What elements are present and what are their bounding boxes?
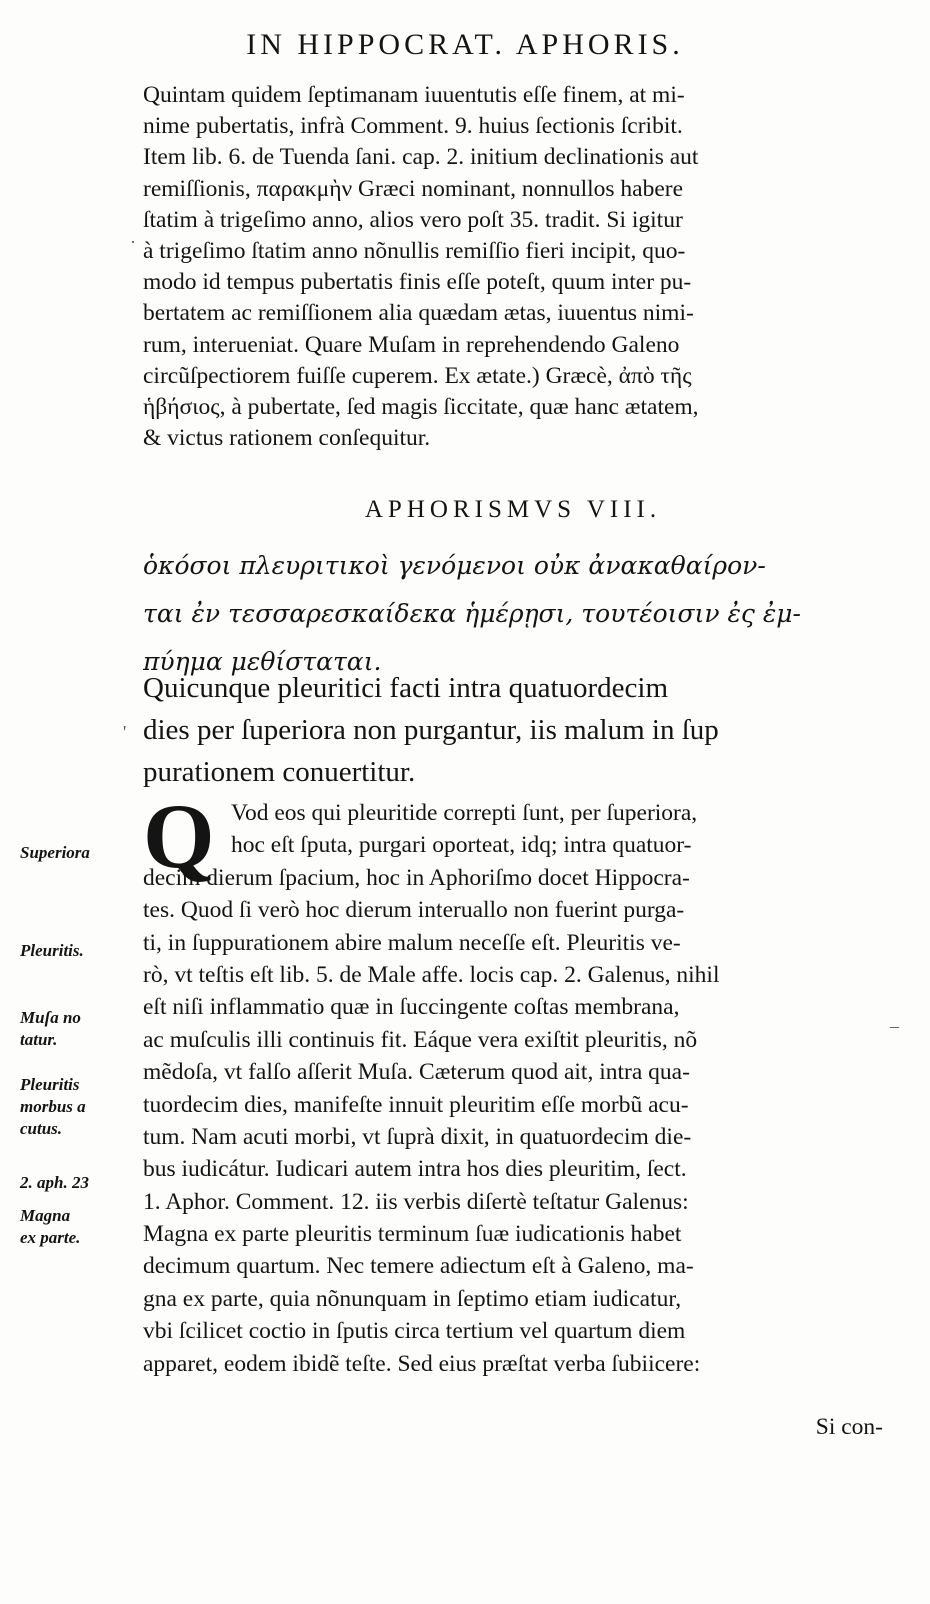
margin-note-musa: Muſa no tatur. (20, 1008, 81, 1049)
paragraph-1-line: à trigeſimo ſtatim anno nõnullis remiſſio fieri incipit, quo- (143, 237, 686, 264)
aphorism-line: purationem conuertitur. (143, 756, 416, 788)
commentary-line: mẽdoſa, vt falſo aſſerit Muſa. Cæterum quod ait, intra qua- (143, 1059, 690, 1086)
margin-note-magna: Magna ex parte. (20, 1206, 81, 1247)
greek-line: ται ἐν τεσσαρεσκαίδεκα ἡμέρῃσι, τουτέοισιν ἐς ἐμ- (143, 599, 801, 628)
catchword-line (143, 1412, 883, 1443)
paragraph-1-line: rum, interueniat. Quare Muſam in reprehendendo Galeno (143, 331, 680, 358)
commentary-line: tes. Quod ſi verò hoc dierum interuallo non fuerint purga- (143, 897, 685, 924)
commentary-line: ti, in ſuppurationem abire malum neceſſe eſt. Pleuritis ve- (143, 929, 681, 956)
paragraph-1-line: Quintam quidem ſeptimanam iuuentutis eſſe finem, at mi- (143, 82, 685, 108)
commentary-line: tum. Nam acuti morbi, vt ſuprà dixit, in quatuordecim die- (143, 1123, 692, 1150)
paragraph-1-line: nime pubertatis, infrà Comment. 9. huius ſectionis ſcribit. (143, 113, 683, 140)
margin-note-superiora: Superiora (20, 843, 90, 862)
latin-aphorism (143, 667, 883, 793)
commentary-line: decim dierum ſpacium, hoc in Aphoriſmo docet Hippocra- (143, 864, 690, 891)
paragraph-1-line: modo id tempus pubertatis finis eſſe poteſt, quum inter pu- (143, 269, 692, 296)
paragraph-1 (143, 80, 883, 454)
commentary-line: decimum quartum. Nec temere adiectum eſt à Galeno, ma- (143, 1253, 694, 1280)
margin-dot: · (130, 232, 136, 252)
commentary-line: eſt niſi inflammatio quæ in ſuccingente coſtas membrana, (143, 994, 680, 1021)
margin-note-pleuritis: Pleuritis. (20, 941, 84, 960)
commentary-line: Vod eos qui pleuritide correpti ſunt, per ſuperiora, (231, 800, 698, 826)
drop-cap: Q (143, 785, 215, 887)
paragraph-1-line: ſtatim à trigeſimo anno, alios vero poſt 35. tradit. Si igitur (143, 206, 683, 233)
commentary-line: gna ex parte, quia nõnunquam in ſeptimo etiam iudicatur, (143, 1285, 682, 1312)
commentary-line: vbi ſcilicet coctio in ſputis circa tertium vel quartum diem (143, 1318, 686, 1345)
commentary-line: rò, vt teſtis eſt lib. 5. de Male affe. locis cap. 2. Galenus, nihil (143, 961, 720, 988)
aphorism-line: Quicunque pleuritici facti intra quatuordecim (143, 672, 669, 704)
commentary-line: tuordecim dies, manifeſte innuit pleuritim eſſe morbũ acu- (143, 1091, 689, 1118)
margin-note-aph: 2. aph. 23 (20, 1173, 89, 1192)
paragraph-1-line: bertatem ac remiſſionem alia quædam ætas, iuuentus nimi- (143, 300, 694, 327)
commentary-line: Magna ex parte pleuritis terminum ſuæ iudicationis habet (143, 1221, 682, 1248)
paragraph-1-line: ἡβήσιος, à pubertate, ſed magis ſiccitate, quæ hanc ætatem, (143, 393, 699, 420)
commentary-line: hoc eſt ſputa, purgari oporteat, idq; intra quatuor- (231, 832, 692, 859)
greek-aphorism (143, 542, 883, 686)
catchword: Si con- (815, 1414, 883, 1440)
margin-note-morbus-acutus: Pleuritis morbus a cutus. (20, 1075, 86, 1138)
margin-dash: – (890, 1016, 899, 1036)
paragraph-1-line: circũſpectiorem fuiſſe cuperem. Ex ætate.) Græcè, ἀπὸ τῆς (143, 362, 692, 389)
aphorism-line: dies per ſuperiora non purgantur, iis malum in ſup (143, 714, 719, 746)
commentary (143, 797, 883, 1380)
greek-line: πύημα μεθίσταται. (143, 647, 382, 676)
running-header: IN HIPPOCRAT. APHORIS. (246, 28, 684, 61)
margin-dot: ' (123, 722, 127, 742)
commentary-line: 1. Aphor. Comment. 12. iis verbis diſertè teſtatur Galenus: (143, 1188, 689, 1215)
commentary-line: ac muſculis illi continuis fit. Eáque vera exiſtit pleuritis, nõ (143, 1026, 698, 1053)
greek-line: ὁκόσοι πλευριτικοὶ γενόμενοι οὐκ ἀνακαθαίρον- (143, 551, 766, 580)
paragraph-1-line: & victus rationem conſequitur. (143, 425, 431, 452)
commentary-line: bus iudicátur. Iudicari autem intra hos dies pleuritim, ſect. (143, 1156, 687, 1183)
paragraph-1-line: remiſſionis, παρακμὴν Græci nominant, nonnullos habere (143, 175, 684, 202)
paragraph-1-line: Item lib. 6. de Tuenda ſani. cap. 2. initium declinationis aut (143, 144, 699, 171)
commentary-line: apparet, eodem ibidẽ teſte. Sed eius præſtat verba ſubiicere: (143, 1350, 701, 1377)
aphorism-title: APHORISMVS VIII. (364, 496, 662, 523)
